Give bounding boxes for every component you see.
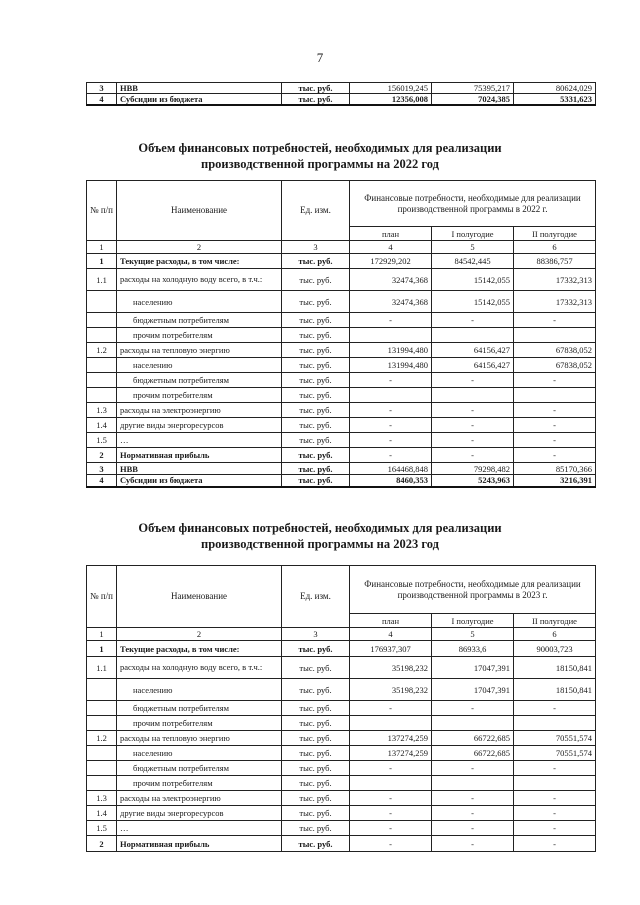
row-h2: - [514, 806, 596, 821]
table-row [87, 83, 596, 94]
row-h1: 15142,055 [432, 291, 514, 313]
row-number: 1.3 [87, 791, 117, 806]
row-h2 [514, 388, 596, 403]
header-fin: Финансовые потребности, необходимые для реализации производственной программы в 2023 г. [350, 566, 596, 614]
row-number [87, 291, 117, 313]
row-h2: - [514, 403, 596, 418]
row-h1: - [432, 433, 514, 448]
row-h2 [514, 716, 596, 731]
index-cell: 6 [514, 628, 596, 641]
header-unit: Ед. изм. [282, 181, 350, 241]
table-row [87, 373, 596, 388]
row-plan: - [350, 806, 432, 821]
header-fin: Финансовые потребности, необходимые для реализации производственной программы в 2022 г. [350, 181, 596, 227]
row-name: населению [117, 746, 282, 761]
row-h1: 86933,6 [432, 641, 514, 657]
row-h2: 70551,574 [514, 746, 596, 761]
title-line: Объем финансовых потребностей, необходимых для реализации [138, 521, 502, 535]
row-number [87, 358, 117, 373]
row-h2: - [514, 418, 596, 433]
row-plan: 137274,259 [350, 746, 432, 761]
row-unit: тыс. руб. [282, 791, 350, 806]
row-unit: тыс. руб. [282, 731, 350, 746]
row-name: расходы на холодную воду всего, в т.ч.: [117, 269, 282, 291]
row-h1: - [432, 313, 514, 328]
row-h2: 67838,052 [514, 358, 596, 373]
table-row [87, 821, 596, 836]
row-name: прочим потребителям [117, 776, 282, 791]
row-name: Текущие расходы, в том числе: [117, 254, 282, 269]
row-name: расходы на тепловую энергию [117, 731, 282, 746]
table-row [87, 328, 596, 343]
row-name: Субсидии из бюджета [117, 475, 282, 487]
table-row [87, 716, 596, 731]
table-row [87, 343, 596, 358]
row-number: 1.2 [87, 731, 117, 746]
title-line: производственной программы на 2022 год [201, 157, 439, 171]
row-number [87, 679, 117, 701]
row-plan: 35198,232 [350, 657, 432, 679]
row-unit: тыс. руб. [282, 269, 350, 291]
row-plan: 156019,245 [350, 83, 432, 94]
row-number [87, 716, 117, 731]
row-number: 1.2 [87, 343, 117, 358]
row-h1: 15142,055 [432, 269, 514, 291]
row-plan: - [350, 821, 432, 836]
table-row [87, 269, 596, 291]
row-unit: тыс. руб. [282, 821, 350, 836]
header-unit: Ед. изм. [282, 566, 350, 628]
row-name: расходы на тепловую энергию [117, 343, 282, 358]
row-number: 1.1 [87, 657, 117, 679]
row-h2: - [514, 836, 596, 852]
header-h2: II полугодие [514, 614, 596, 628]
table-row [87, 388, 596, 403]
row-h1 [432, 328, 514, 343]
row-h1: - [432, 373, 514, 388]
row-name: … [117, 821, 282, 836]
header-h1: I полугодие [432, 227, 514, 241]
header-h2: II полугодие [514, 227, 596, 241]
row-h1 [432, 776, 514, 791]
index-cell: 2 [117, 628, 282, 641]
table-row [87, 313, 596, 328]
table-row [87, 731, 596, 746]
index-cell: 1 [87, 628, 117, 641]
row-h1: - [432, 403, 514, 418]
row-name: … [117, 433, 282, 448]
row-name: расходы на электроэнергию [117, 403, 282, 418]
row-name: населению [117, 358, 282, 373]
table-row [87, 836, 596, 852]
header-no: № п/п [87, 181, 117, 241]
row-name: НВВ [117, 463, 282, 475]
table-row [87, 358, 596, 373]
row-h2: 80624,029 [514, 83, 596, 94]
row-h2 [514, 328, 596, 343]
row-h2: 85170,366 [514, 463, 596, 475]
row-unit: тыс. руб. [282, 836, 350, 852]
row-h2 [514, 776, 596, 791]
table-row [87, 806, 596, 821]
row-name: бюджетным потребителям [117, 761, 282, 776]
row-h1: - [432, 701, 514, 716]
row-unit: тыс. руб. [282, 94, 350, 106]
row-plan: - [350, 791, 432, 806]
index-cell: 5 [432, 628, 514, 641]
row-h2: - [514, 448, 596, 463]
row-plan: - [350, 373, 432, 388]
row-number: 1.3 [87, 403, 117, 418]
header-no: № п/п [87, 566, 117, 628]
row-name: населению [117, 291, 282, 313]
table-row [87, 403, 596, 418]
table-row [87, 679, 596, 701]
table-row [87, 641, 596, 657]
index-cell: 2 [117, 241, 282, 254]
row-number: 1 [87, 641, 117, 657]
row-name: расходы на холодную воду всего, в т.ч.: [117, 657, 282, 679]
row-h1: - [432, 821, 514, 836]
row-number [87, 313, 117, 328]
index-cell: 3 [282, 628, 350, 641]
header-plan: план [350, 227, 432, 241]
row-plan [350, 388, 432, 403]
row-plan: 137274,259 [350, 731, 432, 746]
table-row [87, 433, 596, 448]
header-name: Наименование [117, 181, 282, 241]
row-h1: - [432, 761, 514, 776]
row-h2: - [514, 313, 596, 328]
row-unit: тыс. руб. [282, 328, 350, 343]
row-name: Текущие расходы, в том числе: [117, 641, 282, 657]
row-plan: 131994,480 [350, 358, 432, 373]
row-h1: 7024,385 [432, 94, 514, 106]
table-row [87, 746, 596, 761]
table-row [87, 254, 596, 269]
row-number [87, 373, 117, 388]
row-unit: тыс. руб. [282, 373, 350, 388]
row-unit: тыс. руб. [282, 254, 350, 269]
row-number [87, 761, 117, 776]
page-number: 7 [316, 50, 324, 65]
row-number: 1.5 [87, 433, 117, 448]
table-row [87, 776, 596, 791]
row-h1: 84542,445 [432, 254, 514, 269]
row-h2: 3216,391 [514, 475, 596, 487]
row-unit: тыс. руб. [282, 418, 350, 433]
table-row [87, 418, 596, 433]
row-unit: тыс. руб. [282, 83, 350, 94]
row-name: прочим потребителям [117, 388, 282, 403]
table-row [87, 291, 596, 313]
row-unit: тыс. руб. [282, 358, 350, 373]
row-h1 [432, 388, 514, 403]
header-name: Наименование [117, 566, 282, 628]
row-h1: 66722,685 [432, 746, 514, 761]
row-h1: - [432, 418, 514, 433]
row-unit: тыс. руб. [282, 776, 350, 791]
row-number: 1 [87, 254, 117, 269]
row-h2: 17332,313 [514, 269, 596, 291]
row-plan: 164468,848 [350, 463, 432, 475]
row-name: другие виды энергоресурсов [117, 806, 282, 821]
row-unit: тыс. руб. [282, 716, 350, 731]
row-unit: тыс. руб. [282, 313, 350, 328]
row-unit: тыс. руб. [282, 641, 350, 657]
row-unit: тыс. руб. [282, 388, 350, 403]
row-h1: 64156,427 [432, 358, 514, 373]
row-number [87, 746, 117, 761]
row-plan: 32474,368 [350, 269, 432, 291]
row-h2: 70551,574 [514, 731, 596, 746]
row-h2: 5331,623 [514, 94, 596, 106]
row-number: 1.4 [87, 806, 117, 821]
row-name: бюджетным потребителям [117, 313, 282, 328]
row-h2: - [514, 821, 596, 836]
table-2023 [86, 565, 596, 852]
row-plan [350, 328, 432, 343]
row-unit: тыс. руб. [282, 701, 350, 716]
row-unit: тыс. руб. [282, 433, 350, 448]
row-plan: - [350, 448, 432, 463]
row-number [87, 701, 117, 716]
table-row [87, 701, 596, 716]
row-number: 3 [87, 83, 117, 94]
row-h1: - [432, 448, 514, 463]
row-unit: тыс. руб. [282, 463, 350, 475]
row-plan: 131994,480 [350, 343, 432, 358]
row-name: Нормативная прибыль [117, 836, 282, 852]
row-unit: тыс. руб. [282, 448, 350, 463]
row-name: расходы на электроэнергию [117, 791, 282, 806]
row-plan: 35198,232 [350, 679, 432, 701]
row-plan: - [350, 836, 432, 852]
row-number: 4 [87, 94, 117, 106]
header-row [87, 566, 596, 614]
row-number [87, 388, 117, 403]
index-cell: 3 [282, 241, 350, 254]
table-row [87, 791, 596, 806]
index-cell: 4 [350, 628, 432, 641]
row-h1: 75395,217 [432, 83, 514, 94]
top-table [86, 82, 596, 106]
row-unit: тыс. руб. [282, 806, 350, 821]
row-plan: 12356,008 [350, 94, 432, 106]
row-number: 1.1 [87, 269, 117, 291]
row-h1: - [432, 791, 514, 806]
row-h1: 64156,427 [432, 343, 514, 358]
row-plan [350, 776, 432, 791]
row-h2: 18150,841 [514, 657, 596, 679]
title-line: производственной программы на 2023 год [201, 537, 439, 551]
row-unit: тыс. руб. [282, 761, 350, 776]
row-number: 4 [87, 475, 117, 487]
row-number: 2 [87, 836, 117, 852]
row-h2: 67838,052 [514, 343, 596, 358]
row-h2: - [514, 433, 596, 448]
row-unit: тыс. руб. [282, 679, 350, 701]
row-plan: - [350, 313, 432, 328]
index-cell: 1 [87, 241, 117, 254]
row-h1: - [432, 836, 514, 852]
index-row [87, 628, 596, 641]
header-row [87, 181, 596, 227]
table-row [87, 448, 596, 463]
row-number [87, 328, 117, 343]
row-h1 [432, 716, 514, 731]
row-name: другие виды энергоресурсов [117, 418, 282, 433]
header-plan: план [350, 614, 432, 628]
table-row [87, 463, 596, 475]
row-number: 1.4 [87, 418, 117, 433]
row-h2: 18150,841 [514, 679, 596, 701]
row-plan [350, 716, 432, 731]
row-plan: 172929,202 [350, 254, 432, 269]
row-h2: - [514, 701, 596, 716]
row-name: бюджетным потребителям [117, 373, 282, 388]
row-name: бюджетным потребителям [117, 701, 282, 716]
row-unit: тыс. руб. [282, 746, 350, 761]
row-number: 1.5 [87, 821, 117, 836]
row-plan: - [350, 433, 432, 448]
row-h2: 88386,757 [514, 254, 596, 269]
row-h1: 5243,963 [432, 475, 514, 487]
row-name: Субсидии из бюджета [117, 94, 282, 106]
index-cell: 5 [432, 241, 514, 254]
row-name: НВВ [117, 83, 282, 94]
row-h1: 17047,391 [432, 657, 514, 679]
index-row [87, 241, 596, 254]
row-name: прочим потребителям [117, 328, 282, 343]
row-unit: тыс. руб. [282, 291, 350, 313]
table-row [87, 475, 596, 487]
row-h1: 79298,482 [432, 463, 514, 475]
row-plan: - [350, 418, 432, 433]
table-row [87, 657, 596, 679]
row-name: Нормативная прибыль [117, 448, 282, 463]
row-plan: - [350, 761, 432, 776]
index-cell: 4 [350, 241, 432, 254]
row-plan: 32474,368 [350, 291, 432, 313]
row-h1: 66722,685 [432, 731, 514, 746]
row-h2: - [514, 791, 596, 806]
row-plan: - [350, 701, 432, 716]
row-name: населению [117, 679, 282, 701]
row-h2: - [514, 761, 596, 776]
row-number: 2 [87, 448, 117, 463]
row-number [87, 776, 117, 791]
row-h2: 90003,723 [514, 641, 596, 657]
index-cell: 6 [514, 241, 596, 254]
row-h1: - [432, 806, 514, 821]
row-plan: - [350, 403, 432, 418]
row-unit: тыс. руб. [282, 657, 350, 679]
row-unit: тыс. руб. [282, 403, 350, 418]
row-unit: тыс. руб. [282, 475, 350, 487]
table-row [87, 94, 596, 106]
title-line: Объем финансовых потребностей, необходимых для реализации [138, 141, 502, 155]
section-title-2022 [0, 140, 640, 172]
row-plan: 8460,353 [350, 475, 432, 487]
section-title-2023 [0, 520, 640, 552]
row-name: прочим потребителям [117, 716, 282, 731]
row-h2: 17332,313 [514, 291, 596, 313]
table-2022 [86, 180, 596, 488]
row-h1: 17047,391 [432, 679, 514, 701]
table-row [87, 761, 596, 776]
row-unit: тыс. руб. [282, 343, 350, 358]
row-plan: 176937,307 [350, 641, 432, 657]
row-h2: - [514, 373, 596, 388]
row-number: 3 [87, 463, 117, 475]
header-h1: I полугодие [432, 614, 514, 628]
